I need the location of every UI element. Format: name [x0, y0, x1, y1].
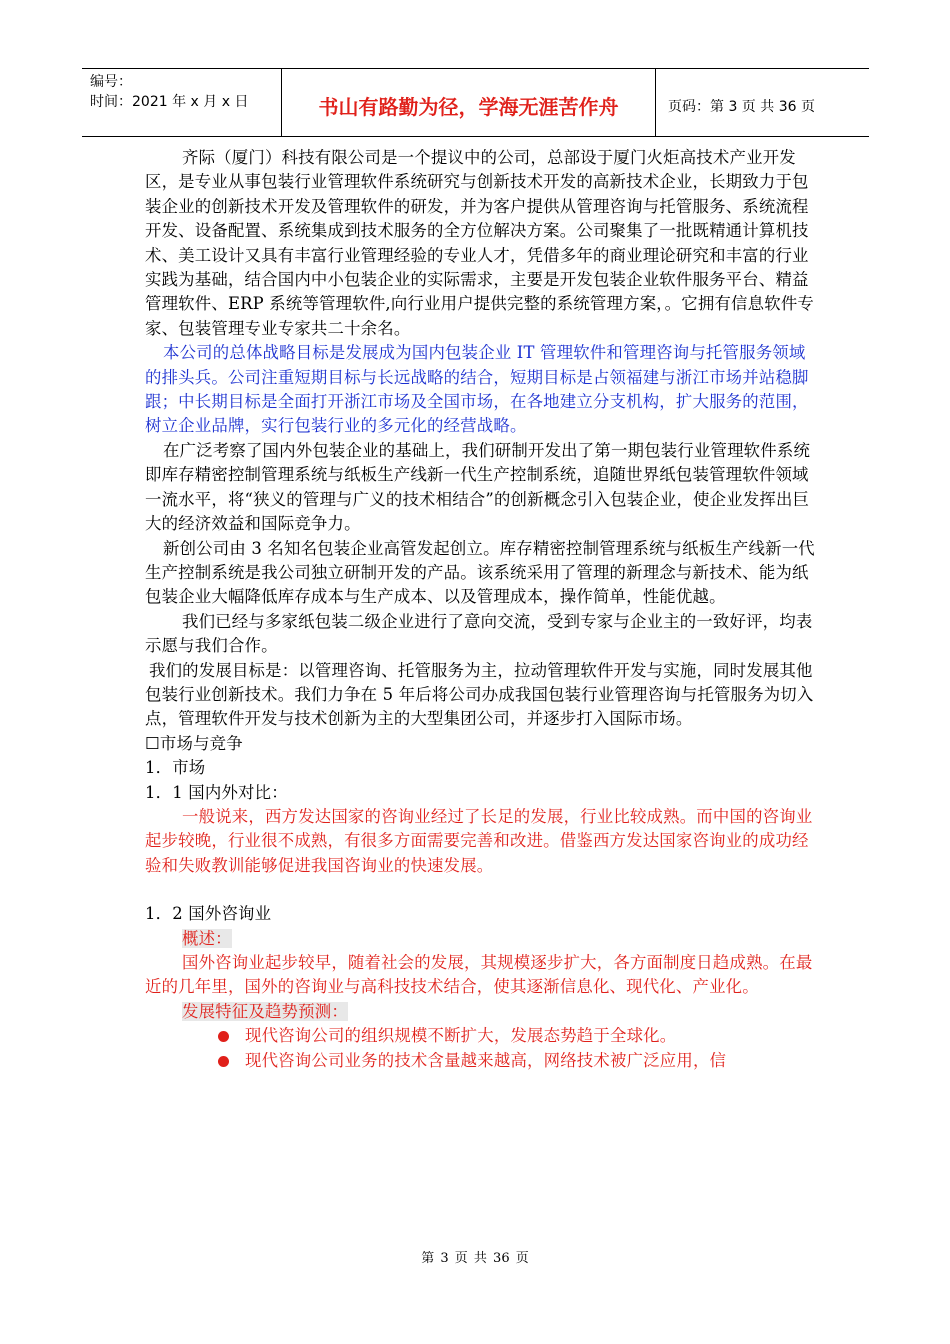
trends-list: [145, 1024, 817, 1073]
overview-label: 概述：: [182, 928, 232, 948]
time-label: 时间：2021 年 x 月 x 日: [90, 94, 249, 110]
paragraph-company-intro: 齐际（厦门）科技有限公司是一个提议中的公司，总部设于厦门火炬高技术产业开发区，是专业从事包装行业管理软件系统研究与创新技术开发的高新技术企业，长期致力于包装企业的创新技术开发及管理软件的研发，并为客户提供从管理咨询与托管服务、系统流程开发、设备配置、系统集成到技术服务的全方位解决方案。公司聚集了一批既精通计算机技术、美工设计又具有丰富行业管理经验的专业人才，凭借多年的商业理论研究和丰富的行业实践为基础，结合国内中小包装企业的实际需求，主要是开发包装企业软件服务平台、精益管理软件、ERP 系统等管理软件,向行业用户提供完整的系统管理方案，。它拥有信息软件专家、包装管理专业专家共二十余名。: [145, 148, 814, 338]
overview-label-line: [145, 927, 817, 951]
bullet-dot-icon: [218, 1056, 229, 1067]
trends-label: 发展特征及趋势预测：: [182, 1001, 348, 1021]
paragraph-products: 在广泛考察了国内外包装企业的基础上，我们研制开发出了第一期包装行业管理软件系统即库存精密控制管理系统与纸板生产线新一代生产控制系统，追随世界纸包装管理软件领域一流水平，将“狭义的管理与广义的技术相结合”的创新概念引入包装企业，使企业发挥出巨大的经济效益和国际竞争力。: [145, 440, 811, 534]
section-heading-market: 1．市场: [145, 758, 206, 778]
header-meta: [82, 69, 282, 136]
paragraph-cooperation: 我们已经与多家纸包装二级企业进行了意向交流，受到专家与企业主的一致好评，均表示愿与我们合作。: [145, 611, 813, 656]
number-label: 编号：: [90, 74, 132, 90]
trends-label-line: [145, 1000, 817, 1024]
paragraph-strategy: 本公司的总体战略目标是发展成为国内包装企业 IT 管理软件和管理咨询与托管服务领域的排头兵。公司注重短期目标与长远战略的结合，短期目标是占领福建与浙江市场并站稳脚跟；中长期目标是全面打开浙江市场及全国市场，在各地建立分支机构，扩大服务的范围，树立企业品牌，实行包装行业的多元化的经营战略。: [145, 343, 809, 436]
paragraph-founding: 新创公司由 3 名知名包装企业高管发起创立。库存精密控制管理系统与纸板生产线新一代生产控制系统是我公司独立研制开发的产品。该系统采用了管理的新理念与新技术、能为纸包装企业大幅降低库存成本与生产成本、以及管理成本，操作简单，性能优越。: [145, 538, 815, 607]
bullet-dot-icon: [218, 1031, 229, 1042]
document-body: [145, 146, 817, 1073]
paragraph-comparison: 一般说来，西方发达国家的咨询业经过了长足的发展，行业比较成熟。而中国的咨询业起步较晚，行业很不成熟，有很多方面需要完善和改进。借鉴西方发达国家咨询业的成功经验和失败教训能够促进我国咨询业的快速发展。: [145, 806, 813, 875]
list-item: 现代咨询公司的组织规模不断扩大，发展态势趋于全球化。: [145, 1024, 817, 1048]
header-motto: 书山有路勤为径，学海无涯苦作舟: [282, 69, 656, 136]
spacer: [145, 878, 817, 902]
paragraph-overview: 国外咨询业起步较早，随着社会的发展，其规模逐步扩大，各方面制度日趋成熟。在最近的几年里，国外的咨询业与高科技技术结合，使其逐渐信息化、现代化、产业化。: [145, 953, 813, 997]
list-item: 现代咨询公司业务的技术含量越来越高，网络技术被广泛应用，信: [145, 1049, 817, 1073]
header-table: [82, 68, 869, 137]
page-footer: 第 3 页 共 36 页: [421, 1251, 529, 1266]
section-heading-comparison: 1．1 国内外对比：: [145, 782, 288, 802]
paragraph-goals: 我们的发展目标是：以管理咨询、托管服务为主，拉动管理软件开发与实施，同时发展其他包装行业创新技术。我们力争在 5 年后将公司办成我国包装行业管理咨询与托管服务为切入点，管理软件开发与技术创新为主的大型集团公司，并逐步打入国际市场。: [145, 660, 814, 729]
section-heading-market-competition: ☐市场与竞争: [145, 733, 243, 753]
header-page-info: 页码：第 3 页 共 36 页: [668, 98, 815, 115]
section-heading-foreign-consulting: 1．2 国外咨询业: [145, 904, 272, 924]
